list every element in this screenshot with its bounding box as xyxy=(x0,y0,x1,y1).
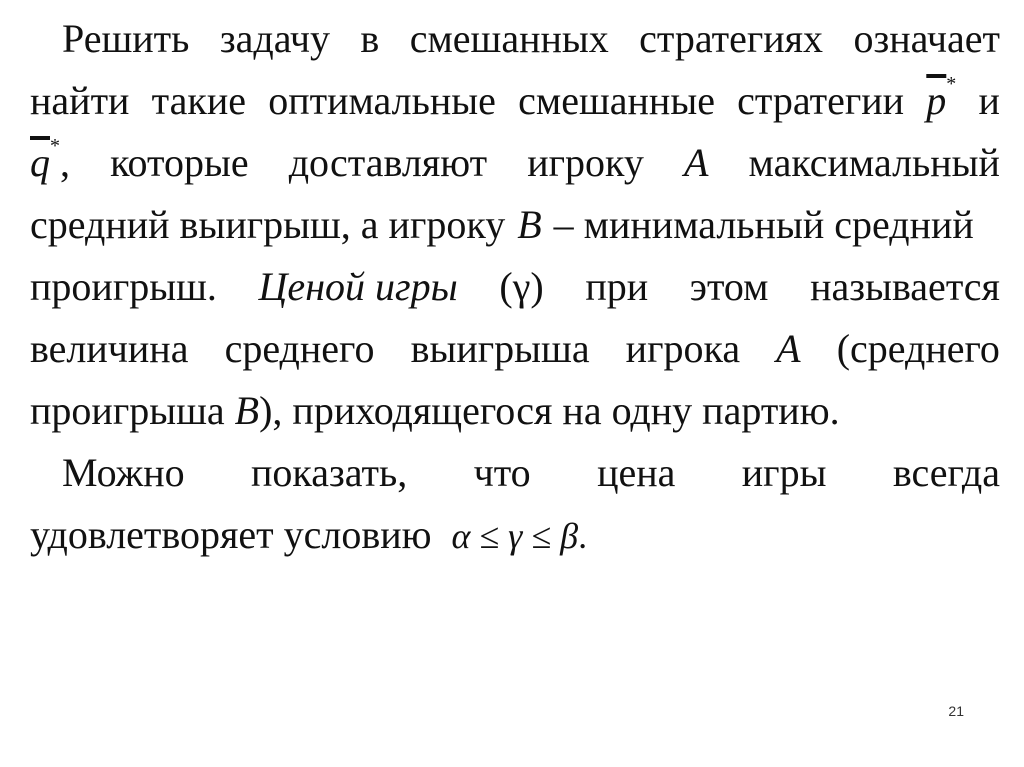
paragraph1-line5 xyxy=(30,256,1000,318)
term-game-value: Ценой игры xyxy=(258,264,458,309)
word: в xyxy=(360,16,380,61)
variable-B: B xyxy=(234,388,260,433)
word: и xyxy=(978,78,1000,123)
dot: . xyxy=(578,516,588,556)
paragraph1-line2 xyxy=(30,70,1000,132)
variable-q: $\overline{q}$ xyxy=(30,140,50,185)
word: найти xyxy=(30,78,130,123)
word: задачу xyxy=(219,16,330,61)
text: – минимальный средний xyxy=(553,202,974,247)
word: смешанные xyxy=(518,78,715,123)
word: выигрыша xyxy=(410,326,590,371)
symbol-gamma: (γ) xyxy=(499,264,544,309)
slide-text xyxy=(30,8,1000,566)
star: * xyxy=(50,135,60,157)
variable-A: A xyxy=(683,140,709,185)
paragraph1-line3 xyxy=(30,132,1000,194)
strategy-p-star xyxy=(926,70,956,132)
word: смешанных xyxy=(409,16,609,61)
word: такие xyxy=(151,78,246,123)
text: средний выигрыш, а игроку xyxy=(30,202,506,247)
star: * xyxy=(946,73,957,95)
variable-A: A xyxy=(776,326,801,371)
text: удовлетворяет условию xyxy=(30,512,432,557)
word: стратегии xyxy=(737,78,905,123)
paragraph1-line7 xyxy=(30,380,1000,442)
word: стратегиях xyxy=(639,16,824,61)
paragraph1-line1 xyxy=(30,8,1000,70)
variable-B: B xyxy=(517,202,542,247)
word: оптимальные xyxy=(268,78,496,123)
paragraph2-line2 xyxy=(30,504,1000,566)
word: максимальный xyxy=(748,140,1000,185)
word: что xyxy=(473,450,531,495)
word: величина xyxy=(30,326,189,371)
inequality-expression: α ≤ γ ≤ β xyxy=(451,516,579,556)
word: означает xyxy=(853,16,1000,61)
word: цена xyxy=(597,450,676,495)
word: показать, xyxy=(251,450,408,495)
inequality xyxy=(452,505,588,567)
word: проигрыш. xyxy=(30,264,217,309)
text: проигрыша xyxy=(30,388,225,433)
word: (среднего xyxy=(836,326,1000,371)
paragraph1-line6 xyxy=(30,318,1000,380)
paragraph1-line4 xyxy=(30,194,1000,256)
text: ), приходящегося на одну партию. xyxy=(259,388,840,433)
word: игрока xyxy=(625,326,741,371)
page-number: 21 xyxy=(948,703,964,719)
word: Можно xyxy=(62,450,185,495)
word: игры xyxy=(741,450,827,495)
word: которые xyxy=(110,140,249,185)
word: всегда xyxy=(892,450,1000,495)
strategy-q-star xyxy=(30,132,70,194)
word: игроку xyxy=(527,140,644,185)
word: доставляют xyxy=(288,140,488,185)
variable-p: $\overline{p}$ xyxy=(926,78,947,123)
paragraph2-line1 xyxy=(30,442,1000,504)
word: среднего xyxy=(224,326,375,371)
word: Решить xyxy=(62,16,190,61)
comma: , xyxy=(60,140,70,185)
word: при xyxy=(585,264,649,309)
word: называется xyxy=(810,264,1000,309)
word: этом xyxy=(689,264,769,309)
